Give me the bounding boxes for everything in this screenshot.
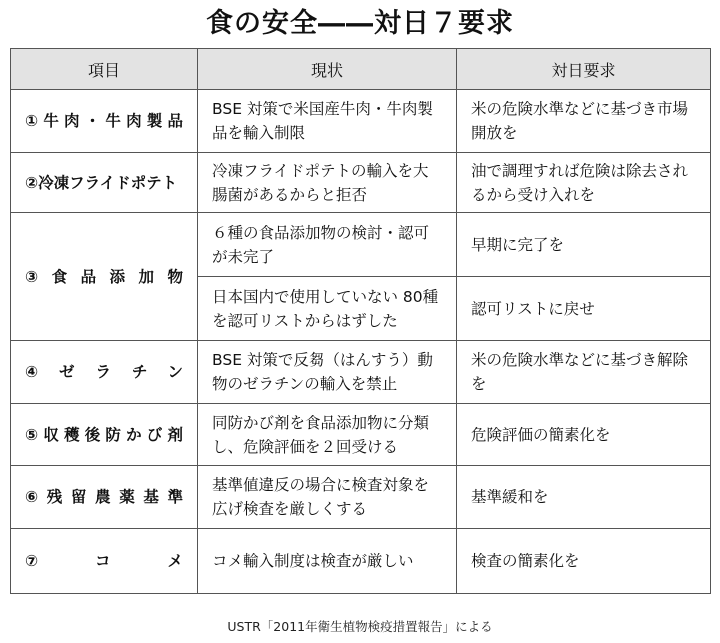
requirements-table xyxy=(10,48,711,594)
demand-cell: 油で調理すれば危険は除去されるから受け入れを xyxy=(457,153,711,213)
status-cell: コメ輸入制度は検査が厳しい xyxy=(198,529,457,594)
table-row xyxy=(11,90,711,153)
item-cell: ⑦コメ xyxy=(11,529,198,594)
status-cell: BSE 対策で米国産牛肉・牛肉製品を輸入制限 xyxy=(198,90,457,153)
item-cell: ⑥残留農薬基準 xyxy=(11,466,198,529)
header-demand: 対日要求 xyxy=(457,49,711,90)
status-cell: ６種の食品添加物の検討・認可が未完了 xyxy=(198,213,457,277)
demand-cell: 基準緩和を xyxy=(457,466,711,529)
demand-cell: 検査の簡素化を xyxy=(457,529,711,594)
header-item: 項目 xyxy=(11,49,198,90)
status-cell: 基準値違反の場合に検査対象を広げ検査を厳しくする xyxy=(198,466,457,529)
item-cell: ⑤収穫後防かび剤 xyxy=(11,404,198,466)
item-cell: ③食品添加物 xyxy=(11,213,198,341)
demand-cell: 米の危険水準などに基づき市場開放を xyxy=(457,90,711,153)
status-cell: 日本国内で使用していない 80種を認可リストからはずした xyxy=(198,277,457,341)
item-cell: ①牛肉・牛肉製品 xyxy=(11,90,198,153)
status-cell: 同防かび剤を食品添加物に分類し、危険評価を２回受ける xyxy=(198,404,457,466)
status-cell: BSE 対策で反芻（はんすう）動物のゼラチンの輸入を禁止 xyxy=(198,341,457,404)
item-cell: ②冷凍フライドポテト xyxy=(11,153,198,213)
table-row xyxy=(11,153,711,213)
table-header-row xyxy=(11,49,711,90)
header-status: 現状 xyxy=(198,49,457,90)
status-cell: 冷凍フライドポテトの輸入を大腸菌があるからと拒否 xyxy=(198,153,457,213)
demand-cell: 米の危険水準などに基づき解除を xyxy=(457,341,711,404)
document-title: 食の安全――対日７要求 xyxy=(206,8,514,39)
source-note: USTR「2011年衛生植物検疫措置報告」による xyxy=(227,619,493,634)
demand-cell: 早期に完了を xyxy=(457,213,711,277)
demand-cell: 危険評価の簡素化を xyxy=(457,404,711,466)
item-cell: ④ゼラチン xyxy=(11,341,198,404)
table-row xyxy=(11,466,711,529)
table-row xyxy=(11,529,711,594)
demand-cell: 認可リストに戻せ xyxy=(457,277,711,341)
table-row xyxy=(11,404,711,466)
table-row xyxy=(11,341,711,404)
table-row xyxy=(11,213,711,277)
